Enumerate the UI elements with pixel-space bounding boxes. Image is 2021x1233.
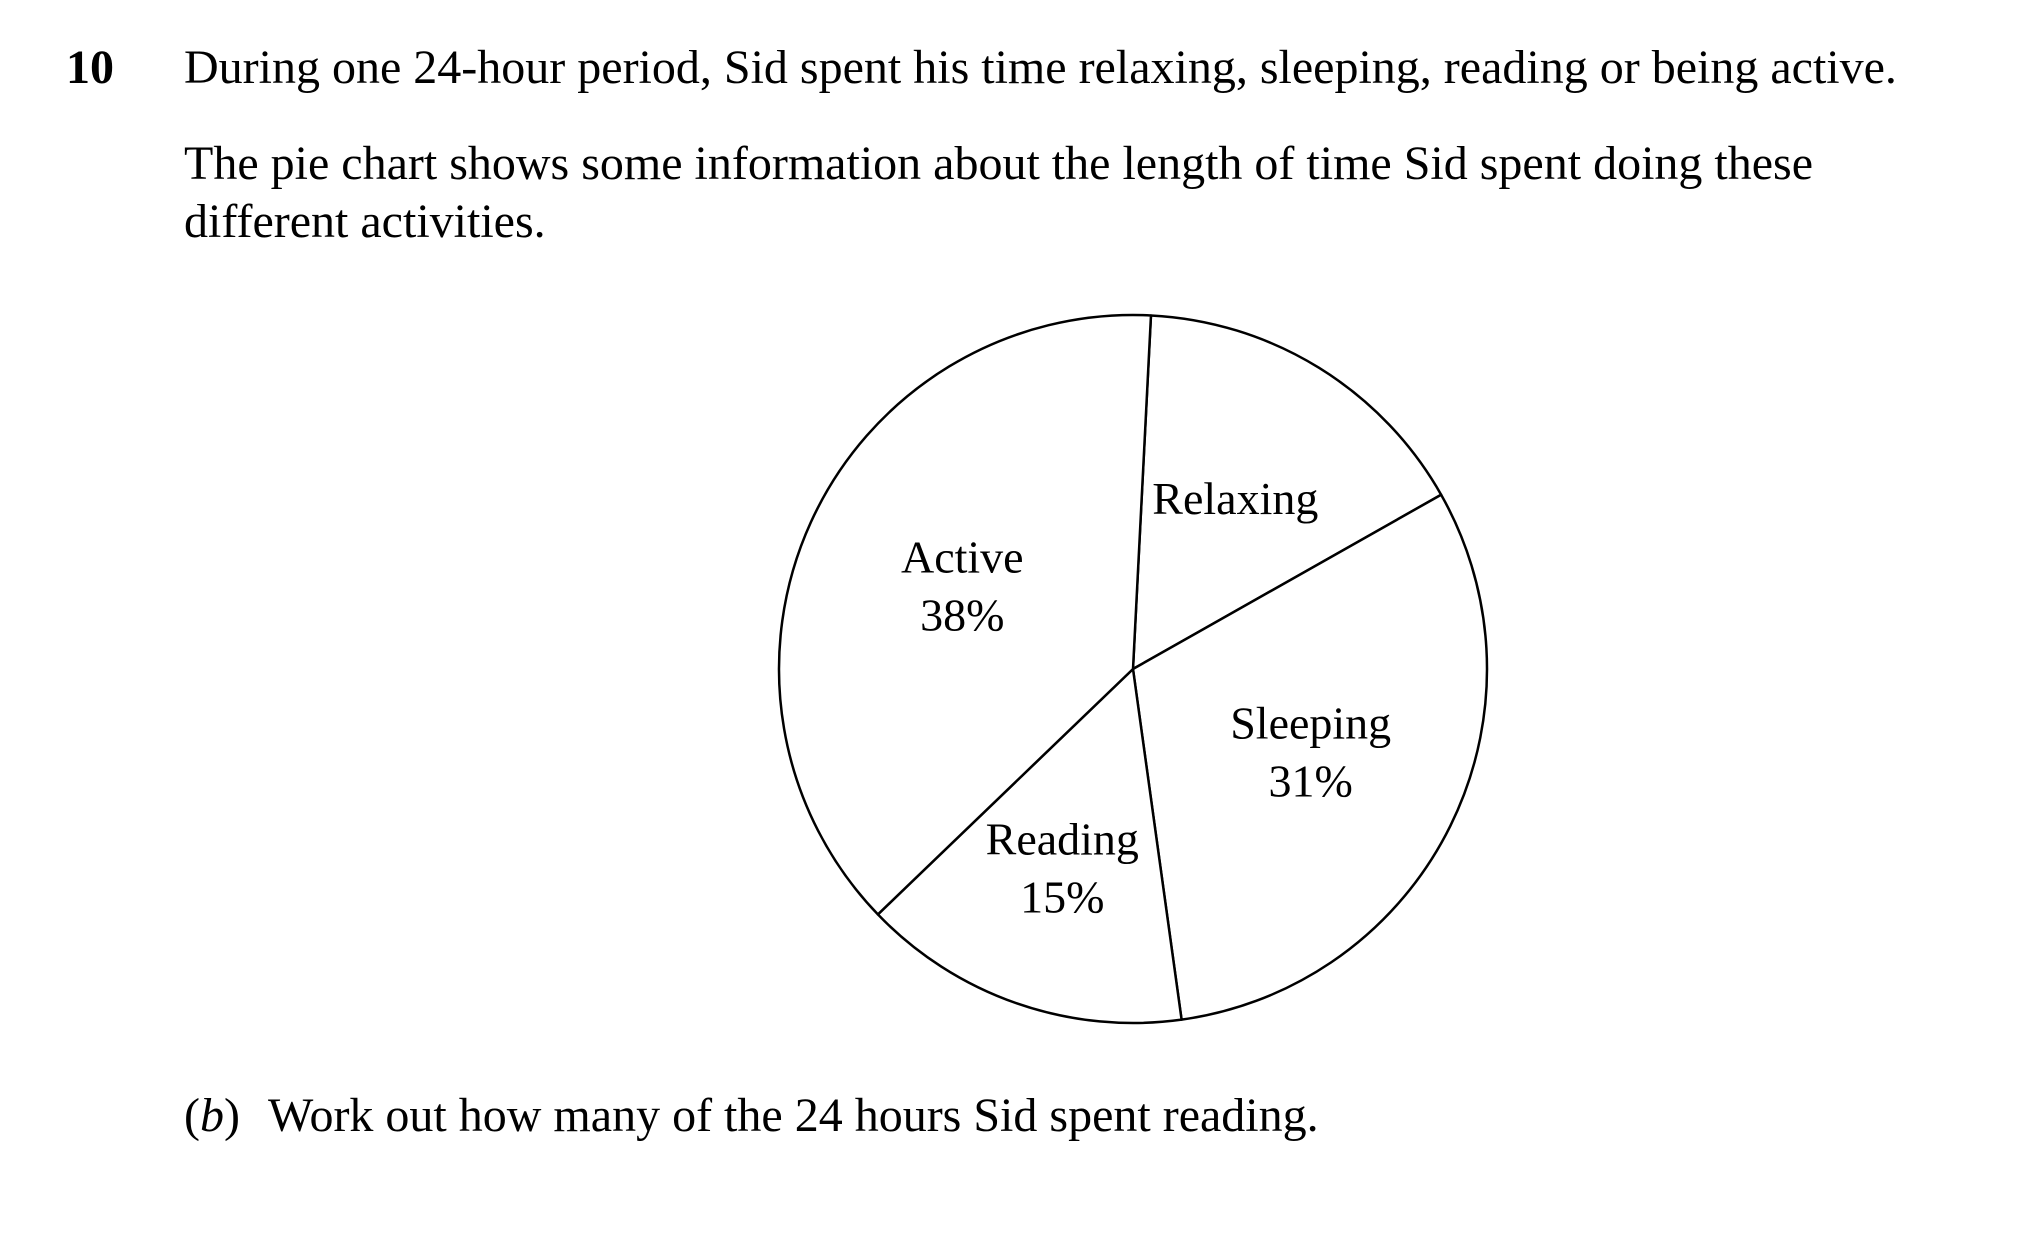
part-b-text: Work out how many of the 24 hours Sid spent reading. xyxy=(267,1089,1319,1142)
question-intro: During one 24-hour period, Sid spent his time relaxing, sleeping, reading or being active. xyxy=(184,41,1897,94)
pie-slices xyxy=(779,315,1487,1023)
description-line: The pie chart shows some information about the length of time Sid spent doing these xyxy=(184,137,1814,190)
description-line: different activities. xyxy=(184,195,546,248)
slice-label-relaxing: Relaxing xyxy=(1152,472,1319,524)
part-b-question: (b) Work out how many of the 24 hours Sid spent reading. xyxy=(184,1089,1319,1142)
part-b-label: b xyxy=(199,1089,224,1142)
slice-value-active: 38% xyxy=(920,589,1005,641)
slice-value-sleeping: 31% xyxy=(1268,755,1353,807)
slice-label-sleeping: Sleeping xyxy=(1230,697,1392,749)
slice-value-reading: 15% xyxy=(1020,871,1105,923)
slice-label-active: Active xyxy=(900,531,1024,583)
question-number: 10 xyxy=(66,41,114,94)
slice-label-reading: Reading xyxy=(985,813,1139,865)
